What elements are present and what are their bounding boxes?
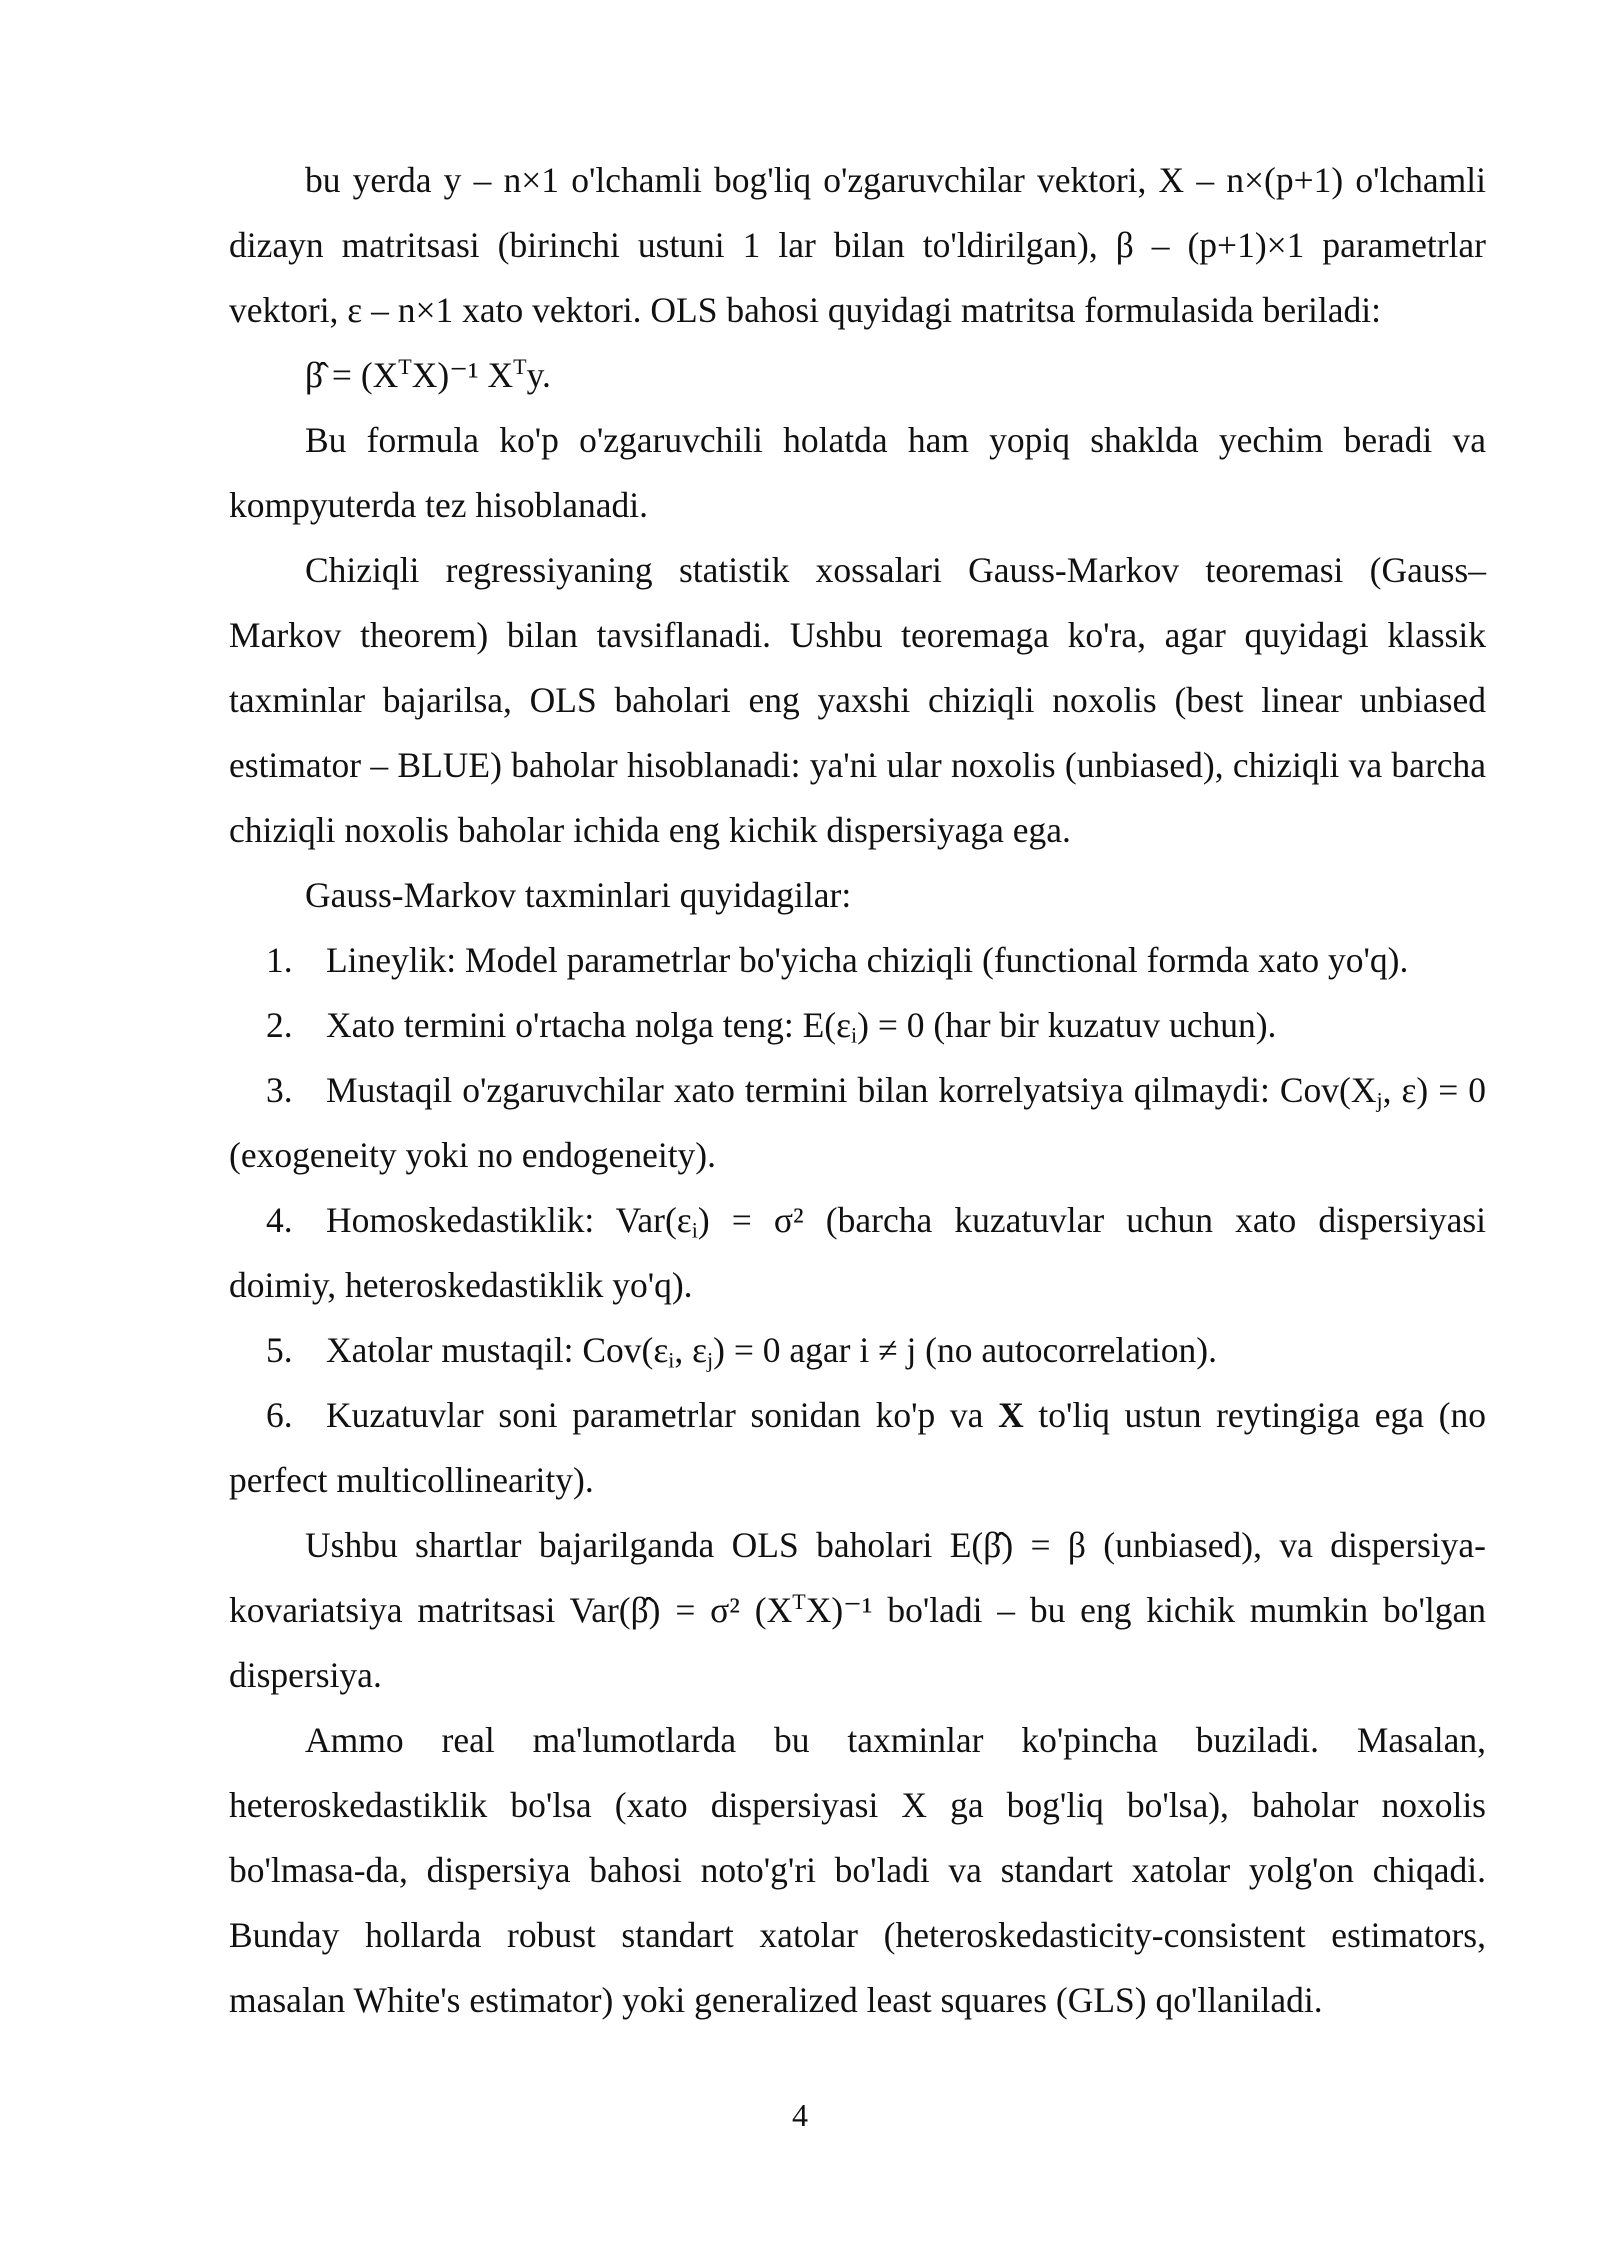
text-span: Kuzatuvlar soni parametrlar sonidan ko'p va — [326, 1395, 999, 1435]
transpose-superscript: T — [513, 353, 527, 379]
text-span: X)⁻¹ bo'ladi – bu eng kichik mumkin bo'lgan dispersiya. — [229, 1590, 1486, 1695]
paragraph-blue-properties — [229, 1513, 1486, 1708]
list-item-exogeneity — [229, 1058, 1486, 1188]
transpose-superscript: T — [398, 353, 412, 379]
list-number: 1. — [266, 940, 293, 980]
paragraph-definitions — [229, 148, 1486, 343]
text-span: Bu formula ko'p o'zgaruvchili holatda ham yopiq shaklda yechim beradi va kompyuterda tez hisoblanadi. — [229, 420, 1486, 525]
text-span: Lineylik: Model parametrlar bo'yicha chiziqli (functional formda xato yo'q). — [326, 940, 1409, 980]
list-item-linearity — [229, 928, 1486, 993]
formula-part: β̂ = (X — [305, 355, 399, 395]
subscript: i — [851, 1022, 858, 1048]
list-number: 2. — [266, 1005, 293, 1045]
text-span: Ushbu shartlar bajarilganda OLS baholari E(β̂) = β (unbiased), va dispersiya-kovariatsiya matritsasi Var(β̂) = σ² (X — [229, 1525, 1486, 1630]
text-span: Gauss-Markov taxminlari quyidagilar: — [305, 875, 852, 915]
text-span: Homoskedastiklik: Var(ε — [326, 1200, 692, 1240]
text-span: Chiziqli regressiyaning statistik xossalari Gauss-Markov teoremasi (Gauss–Markov theorem) bilan tavsiflanadi. Ushbu teoremaga ko'ra, agar quyidagi klassik taxminlar bajarilsa, OLS baholari eng yaxshi chiziqli noxolis (best linear unbiased estimator – BLUE) baholar hisoblanadi: ya'ni ular noxolis (unbiased), chiziqli va barcha chiziqli noxolis baholar ichida eng kichik dispersiyaga ega. — [229, 550, 1486, 850]
text-span: , ε) = 0 (exogeneity yoki no endogeneity). — [229, 1070, 1487, 1175]
paragraph-closed-form — [229, 408, 1486, 538]
list-item-homoskedasticity — [229, 1188, 1486, 1318]
formula-part: X)⁻¹ X — [411, 355, 514, 395]
page-content — [229, 148, 1486, 2033]
bold-matrix-symbol: X — [998, 1395, 1024, 1435]
list-item-full-rank — [229, 1383, 1486, 1513]
subscript: j — [707, 1347, 714, 1373]
subscript: j — [1376, 1087, 1383, 1113]
list-item-zero-mean — [229, 993, 1486, 1058]
text-span: ) = 0 (har bir kuzatuv uchun). — [857, 1005, 1277, 1045]
text-span: ) = 0 agar i ≠ j (no autocorrelation). — [713, 1330, 1217, 1370]
subscript: i — [668, 1347, 675, 1373]
text-span: Ammo real ma'lumotlarda bu taxminlar ko'pincha buziladi. Masalan, heteroskedastiklik bo'lsa (xato dispersiyasi X ga bog'liq bo'lsa), baholar noxolis bo'lmasa-da, dispersiya bahosi noto'g'ri bo'ladi va standart xatolar yolg'on chiqadi. Bunday hollarda robust standart xatolar (heteroskedasticity-consistent estimators, masalan White's estimator) yoki generalized least squares (GLS) qo'llaniladi. — [229, 1720, 1486, 2020]
page-number: 4 — [792, 2097, 808, 2133]
list-number: 4. — [266, 1200, 293, 1240]
text-span: bu yerda y – n×1 o'lchamli bog'liq o'zgaruvchilar vektori, X – n×(p+1) o'lchamli dizayn matritsasi (birinchi ustuni 1 lar bilan to'ldirilgan), β – (p+1)×1 parametrlar vektori, ε – n×1 xato vektori. OLS bahosi quyidagi matritsa formulasida beriladi: — [229, 160, 1486, 330]
text-span: Mustaqil o'zgaruvchilar xato termini bilan korrelyatsiya qilmaydi: Cov(X — [326, 1070, 1377, 1110]
list-number: 5. — [266, 1330, 293, 1370]
paragraph-violations — [229, 1708, 1486, 2033]
list-number: 3. — [266, 1070, 293, 1110]
formula-part: y. — [526, 355, 551, 395]
text-span: Xatolar mustaqil: Cov(ε — [326, 1330, 669, 1370]
list-number: 6. — [266, 1395, 293, 1435]
subscript: i — [691, 1217, 698, 1243]
paragraph-assumptions-intro — [229, 863, 1486, 928]
text-span: to'liq ustun reytingiga ega (no perfect multicollinearity). — [229, 1395, 1486, 1500]
paragraph-gauss-markov — [229, 538, 1486, 863]
ols-formula — [229, 343, 1486, 408]
transpose-superscript: T — [792, 1588, 806, 1614]
list-item-no-autocorrelation — [229, 1318, 1486, 1383]
text-span: , ε — [674, 1330, 708, 1370]
text-span: ) = σ² (barcha kuzatuvlar uchun xato dispersiyasi doimiy, heteroskedastiklik yo'q). — [229, 1200, 1486, 1305]
text-span: Xato termini o'rtacha nolga teng: E(ε — [326, 1005, 852, 1045]
